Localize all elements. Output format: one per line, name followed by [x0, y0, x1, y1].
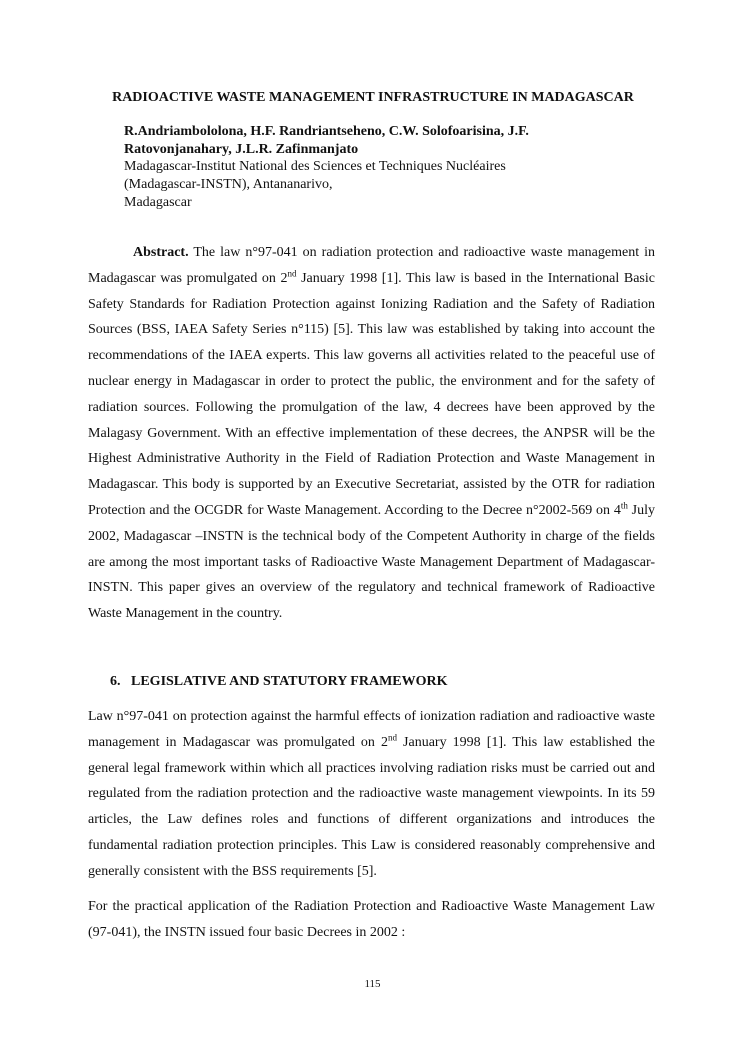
page-number: 115	[364, 978, 381, 990]
paragraph-1-text-2: January 1998 [1]. This law established the general legal framework within which all practices involving radiation risks must be carried out and regulated from the radiation protection and the radioactive waste management viewpoints. In its 59 articles, the Law defines roles and functions of different organizations and introduces the fundamental radiation protection principles. This Law is considered reasonably comprehensive and generally consistent with the BSS requirements [5].	[88, 734, 655, 879]
paragraph-1-sup: nd	[387, 732, 397, 743]
section-number: 6.	[110, 674, 121, 689]
paragraph-1-text-1: Law n°97-041 on protection against the harmful effects of ionization radiation and radioactive waste management in Madagascar was promulgated on 2	[88, 709, 655, 750]
paper-title: RADIOACTIVE WASTE MANAGEMENT INFRASTRUCTURE IN MADAGASCAR	[112, 90, 634, 105]
author-list	[124, 123, 604, 159]
affiliation-line-3: Madagascar	[124, 195, 192, 210]
section-title: LEGISLATIVE AND STATUTORY FRAMEWORK	[131, 674, 448, 689]
affiliation-line-2: (Madagascar-INSTN), Antananarivo,	[124, 177, 333, 192]
section-heading	[110, 672, 448, 692]
abstract-text-3: July 2002, Madagascar –INSTN is the technical body of the Competent Authority in charge of the fields are among the most important tasks of Radioactive Waste Management Department of Madagascar-INSTN. This paper gives an overview of the regulatory and technical framework of Radioactive Waste Management in the country.	[88, 502, 655, 622]
abstract-sup-2: th	[620, 500, 628, 511]
abstract-sup-1: nd	[287, 268, 297, 279]
abstract	[88, 240, 655, 627]
author-line-2: Ratovonjanahary, J.L.R. Zafinmanjato	[124, 142, 359, 157]
body-paragraph-1	[88, 704, 655, 885]
body-paragraph-2: For the practical application of the Radiation Protection and Radioactive Waste Management Law (97-041), the INSTN issued four basic Decrees in 2002 :	[88, 899, 655, 940]
affiliation	[124, 158, 644, 212]
abstract-text-1: The law n°97-041 on radiation protection and radioactive waste management in Madagascar was promulgated on 2	[88, 245, 655, 286]
author-line-1: R.Andriambololona, H.F. Randriantseheno, C.W. Solofoarisina, J.F.	[124, 124, 529, 139]
abstract-label: Abstract.	[133, 245, 189, 260]
affiliation-line-1: Madagascar-Institut National des Sciences et Techniques Nucléaires	[124, 159, 506, 174]
abstract-text-2: January 1998 [1]. This law is based in the International Basic Safety Standards for Radiation Protection against Ionizing Radiation and the Safety of Radiation Sources (BSS, IAEA Safety Series n°115) [5]. This law was established by taking into account the recommendations of the IAEA experts. This law governs all activities related to the peaceful use of nuclear energy in Madagascar in order to protect the public, the environment and for the safety of radiation sources. Following the promulgation of the law, 4 decrees have been approved by the Malagasy Government. With an effective implementation of these decrees, the ANPSR will be the Highest Administrative Authority in the Field of Radiation Protection and Waste Management in Madagascar. This body is supported by an Executive Secretariat, assisted by the OTR for radiation Protection and the OCGDR for Waste Management. According to the Decree n°2002-569 on 4	[88, 270, 655, 518]
